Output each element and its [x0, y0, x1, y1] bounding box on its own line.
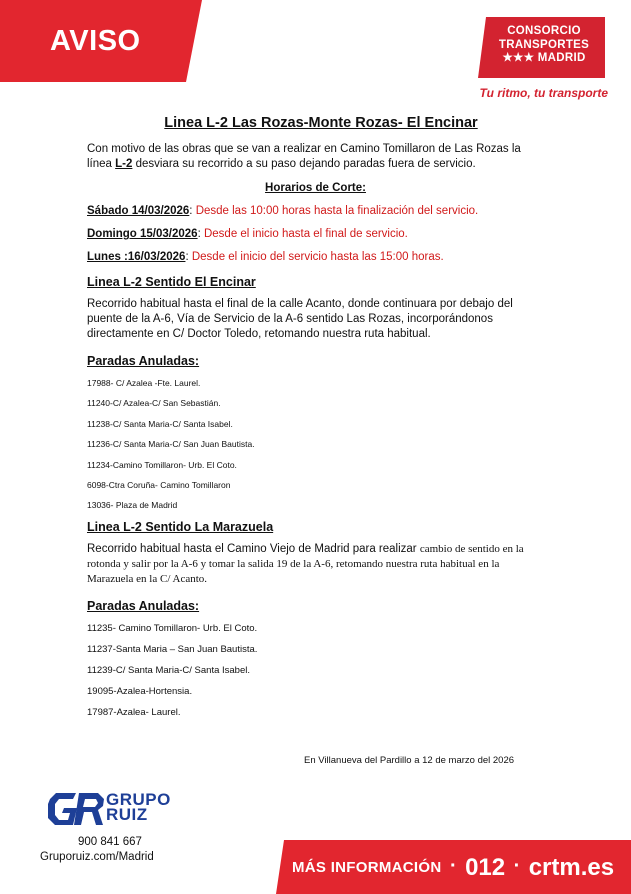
- intro-text-a: Con motivo de las obras que se van a realizar en Camino Tomillaron de Las Rozas la línea: [87, 143, 521, 170]
- list-item: 13036- Plaza de Madrid: [87, 500, 178, 511]
- dateline: En Villanueva del Pardillo a 12 de marzo del 2026: [304, 755, 515, 766]
- stops-heading-encinar: Paradas Anuladas:: [87, 354, 200, 368]
- notice-title: Linea L-2 Las Rozas-Monte Rozas- El Encinar: [164, 115, 478, 131]
- list-item: 11237-Santa Maria – San Juan Bautista.: [87, 643, 258, 655]
- schedule-text: Desde las 10:00 horas hasta la finalización del servicio.: [195, 205, 479, 217]
- list-item: 11238-C/ Santa Maria-C/ Santa Isabel.: [87, 418, 233, 429]
- info-website: crtm.es: [528, 854, 615, 881]
- list-item: 6098-Ctra Coruña- Camino Tomillaron: [87, 479, 231, 490]
- separator-dot: ·: [513, 855, 521, 877]
- list-item: 11234-Camino Tomillaron- Urb. El Coto.: [87, 459, 237, 470]
- grupo-ruiz-mark: [46, 791, 106, 827]
- intro-line-code: L-2: [115, 157, 133, 170]
- logo-line-2: TRANSPORTES: [498, 38, 590, 51]
- aviso-banner: [0, 0, 202, 82]
- stops-heading-marazuela: Paradas Anuladas:: [87, 598, 200, 613]
- intro-text-b: desviara su recorrido a su paso dejando paradas fuera de servicio.: [132, 157, 476, 170]
- separator-dot: ·: [449, 855, 457, 877]
- schedule-sep: :: [185, 251, 192, 263]
- notice-body: [87, 116, 547, 728]
- schedule-text: Desde el inicio hasta el final de servicio.: [203, 228, 408, 240]
- logo-line-3: ★★★ MADRID: [502, 52, 586, 64]
- section-text-sans: Recorrido habitual hasta el Camino Viejo de Madrid para realizar: [87, 542, 420, 555]
- logo-tagline: Tu ritmo, tu transporte: [479, 86, 608, 100]
- list-item: 11236-C/ Santa Maria-C/ San Juan Bautista.: [87, 439, 255, 450]
- schedule-item-1: [87, 204, 547, 218]
- stops-list-marazuela: [87, 623, 547, 718]
- phone-number: 900 841 667: [78, 836, 142, 848]
- section-text-sans: Recorrido habitual hasta el final de la calle Acanto, donde continuara por debajo del puente de la A-6, Vía de Servicio de la A-6 sentido Las Rozas, incorporándonos directamente en C/ Doctor Toledo, retomando nuestra ruta habitual.: [87, 298, 513, 340]
- schedule-text: Desde el inicio del servicio hasta las 15:00 horas.: [191, 251, 444, 263]
- schedule-day: Lunes :16/03/2026: [87, 251, 186, 263]
- more-info-bar: [276, 840, 631, 894]
- company-name-line-2: RUIZ: [106, 805, 148, 824]
- stops-list-encinar: [87, 378, 547, 510]
- logo-line-1: CONSORCIO: [507, 25, 581, 37]
- info-number: 012: [465, 854, 506, 881]
- list-item: 17987-Azalea- Laurel.: [87, 706, 181, 718]
- list-item: 11240-C/ Azalea-C/ San Sebastián.: [87, 398, 221, 409]
- schedule-item-2: [87, 227, 547, 241]
- grupo-ruiz-logo: [46, 791, 186, 827]
- consorcio-transportes-logo: [478, 17, 605, 78]
- aviso-label: AVISO: [50, 25, 141, 57]
- list-item: 11235- Camino Tomillaron- Urb. El Coto.: [87, 622, 258, 634]
- schedule-day: Sábado 14/03/2026: [87, 205, 190, 217]
- company-name-line-1: GRUPO: [106, 790, 171, 809]
- schedule-item-3: [87, 250, 547, 264]
- section-heading-encinar: Linea L-2 Sentido El Encinar: [87, 275, 256, 289]
- section-text-marazuela: [87, 542, 547, 587]
- list-item: 11239-C/ Santa Maria-C/ Santa Isabel.: [87, 664, 250, 676]
- company-website: Gruporuiz.com/Madrid: [40, 851, 154, 863]
- section-heading-marazuela: Linea L-2 Sentido La Marazuela: [87, 519, 274, 534]
- intro-paragraph: [87, 142, 547, 171]
- schedule-day: Domingo 15/03/2026: [87, 228, 198, 240]
- section-text-serif: cambio de sentido en la rotonda y salir por la A-6 y tomar la salida 19 de la A-6, retomando nuestra ruta habitual en la Marazuela en la C/ Acanto.: [87, 542, 524, 585]
- section-text-encinar: [87, 297, 547, 342]
- schedule-sep: :: [197, 228, 204, 240]
- more-info-label: MÁS INFORMACIÓN: [292, 859, 442, 876]
- list-item: 17988- C/ Azalea -Fte. Laurel.: [87, 378, 201, 388]
- schedule-sep: :: [189, 205, 196, 217]
- list-item: 19095-Azalea-Hortensia.: [87, 685, 193, 697]
- schedule-heading: Horarios de Corte:: [265, 182, 366, 194]
